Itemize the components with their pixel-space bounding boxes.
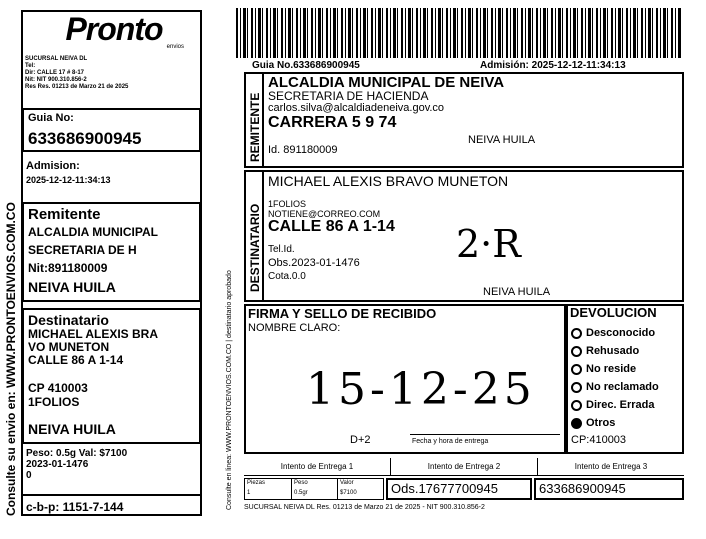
radio-icon[interactable]: [571, 382, 582, 393]
nombre-claro: NOMBRE CLARO:: [248, 322, 341, 334]
sucursal-line: SUCURSAL NEIVA DL: [25, 56, 88, 62]
handwritten-date: 15-12-25: [306, 364, 536, 415]
stub-remitente-line: SECRETARIA DE H: [28, 243, 137, 257]
stub-guia-box: [22, 108, 201, 152]
dest-obs: Obs.2023-01-1476: [268, 257, 360, 269]
stub-admision: [26, 160, 198, 185]
piezas-value: 0.5gr: [291, 489, 337, 499]
fecha-entrega: Fecha y hora de entrega: [412, 438, 489, 445]
stub-fecha: 2023-01-1476: [26, 459, 89, 470]
devolucion-option-otros[interactable]: [571, 414, 683, 432]
piezas-header: Peso: [291, 479, 337, 489]
remitente-city: NEIVA HUILA: [468, 134, 536, 146]
devolucion-cp: CP:410003: [571, 434, 627, 446]
remitente-content: [268, 75, 678, 131]
main-guia-line: Guia No.633686900945: [252, 60, 360, 71]
guia-box-value: 633686900945: [539, 481, 626, 496]
stub-side-text: Consulte su envio en: WWW.PRONTOENVIOS.COM.CO: [4, 202, 18, 516]
intento-3: Intento de Entrega 3: [537, 458, 684, 475]
stub-destinatario-box: [22, 308, 201, 444]
stub-destinatario-line: CALLE 86 A 1-14: [28, 353, 124, 367]
devolucion-options: [571, 324, 683, 432]
ods-value: Ods.17677700945: [391, 481, 498, 496]
sucursal-line: Tel:: [25, 63, 36, 69]
footer-text: SUCURSAL NEIVA DL Res. 01213 de Marzo 21 de 2025 - NIT 900.310.856-2: [244, 504, 485, 511]
intento-1: Intento de Entrega 1: [280, 462, 354, 471]
stub-dest-city: NEIVA HUILA: [28, 421, 116, 437]
main-admision-line: Admisión: 2025-12-12-11:34:13: [480, 60, 626, 71]
dest-email: NOTIENE@CORREO.COM: [268, 209, 381, 219]
stub-remitente-line: Nit:891180009: [28, 261, 108, 275]
stub-admision-value: 2025-12-12-11:34:13: [26, 175, 111, 185]
main-side-text: Consulte en linea: WWW.PRONTOENVIOS.COM.CO | destinatario aprobado: [226, 270, 233, 510]
dest-folios: 1FOLIOS: [268, 199, 307, 209]
radio-filled-icon[interactable]: [571, 418, 582, 429]
guia-box: [534, 478, 684, 500]
piezas-header: Valor: [337, 479, 383, 489]
stub-remitente-box: [22, 202, 201, 302]
stub-cp: CP 410003: [28, 381, 88, 395]
stub-destinatario-line: VO MUNETON: [28, 340, 110, 354]
dest-city: NEIVA HUILA: [483, 286, 551, 298]
devolucion-option-rehusado[interactable]: [571, 342, 683, 360]
radio-icon[interactable]: [571, 364, 582, 375]
sucursal-line: Res Res. 01213 de Marzo 21 de 2025: [25, 84, 129, 90]
ods-box: [386, 478, 532, 500]
stub-zero: 0: [26, 470, 32, 481]
stub-remitente-label: Remitente: [28, 206, 101, 223]
handwritten-mark: 2·R: [456, 222, 521, 266]
remitente-label: REMITENTE: [248, 92, 262, 162]
radio-icon[interactable]: [571, 328, 582, 339]
stub-remitente-city: NEIVA HUILA: [28, 279, 116, 295]
devolucion-option-direc-errada[interactable]: [571, 396, 683, 414]
company-logo: [30, 11, 198, 52]
stub-destinatario-label: Destinatario: [28, 312, 109, 328]
option-label: Otros: [586, 417, 616, 429]
stub-bottom-code: c-b-p: 1151-7-144: [26, 500, 124, 514]
stub-sucursal-info: [25, 56, 200, 91]
devolucion-option-no-reclamado[interactable]: [571, 378, 683, 396]
devolucion-title: DEVOLUCION: [570, 305, 657, 320]
devolucion-option-no-reside[interactable]: [571, 360, 683, 378]
stub-peso-block: [26, 448, 198, 481]
radio-icon[interactable]: [571, 346, 582, 357]
barcode: [236, 8, 682, 58]
dest-tel: Tel.Id.: [268, 244, 295, 255]
stub-destinatario-line: MICHAEL ALEXIS BRA: [28, 327, 159, 341]
option-label: No reclamado: [586, 381, 659, 393]
dest-cota: Cota.0.0: [268, 271, 306, 282]
remitente-id: Id. 891180009: [268, 144, 338, 156]
logo-subtext: envios: [166, 44, 184, 50]
option-label: No reside: [586, 363, 637, 375]
fecha-entrega-line: [410, 434, 560, 435]
dest-name: MICHAEL ALEXIS BRAVO MUNETON: [268, 173, 509, 189]
firma-title: FIRMA Y SELLO DE RECIBIDO: [248, 306, 437, 321]
intentos-row: [244, 458, 684, 476]
option-label: Rehusado: [586, 345, 640, 357]
option-label: Desconocido: [586, 327, 656, 339]
d2-label: D+2: [350, 434, 371, 446]
remitente-name: ALCALDIA MUNICIPAL DE NEIVA: [268, 74, 505, 91]
stub-divider: [22, 494, 201, 496]
dest-address: CALLE 86 A 1-14: [268, 218, 395, 235]
stub-guia-number: 633686900945: [28, 129, 142, 148]
piezas-value: $7100: [337, 489, 383, 499]
logo-text: Pronto: [65, 11, 163, 47]
radio-icon[interactable]: [571, 400, 582, 411]
piezas-value: 1: [247, 490, 251, 496]
piezas-header: Piezas: [247, 480, 266, 486]
destinatario-label: DESTINATARIO: [248, 203, 262, 292]
piezas-table: [244, 478, 384, 500]
remitente-email: carlos.silva@alcaldiadeneiva.gov.co: [268, 102, 445, 114]
sucursal-line: Dir: CALLE 17 # 8-17: [25, 70, 85, 76]
stub-peso: Peso: 0.5g Val: $7100: [26, 448, 128, 459]
option-label: Direc. Errada: [586, 399, 655, 411]
stub-remitente-line: ALCALDIA MUNICIPAL: [28, 225, 158, 239]
intento-2: Intento de Entrega 2: [390, 458, 537, 475]
sucursal-line: Nit: NIT 900.310.856-2: [25, 77, 87, 83]
devolucion-option-desconocido[interactable]: [571, 324, 683, 342]
remitente-dept: SECRETARIA DE HACIENDA: [268, 89, 429, 103]
stub-admision-label: Admision:: [26, 160, 80, 172]
stub-guia-label: Guia No:: [28, 112, 74, 124]
remitente-address: CARRERA 5 9 74: [268, 114, 397, 131]
stub-folios: 1FOLIOS: [28, 395, 80, 409]
